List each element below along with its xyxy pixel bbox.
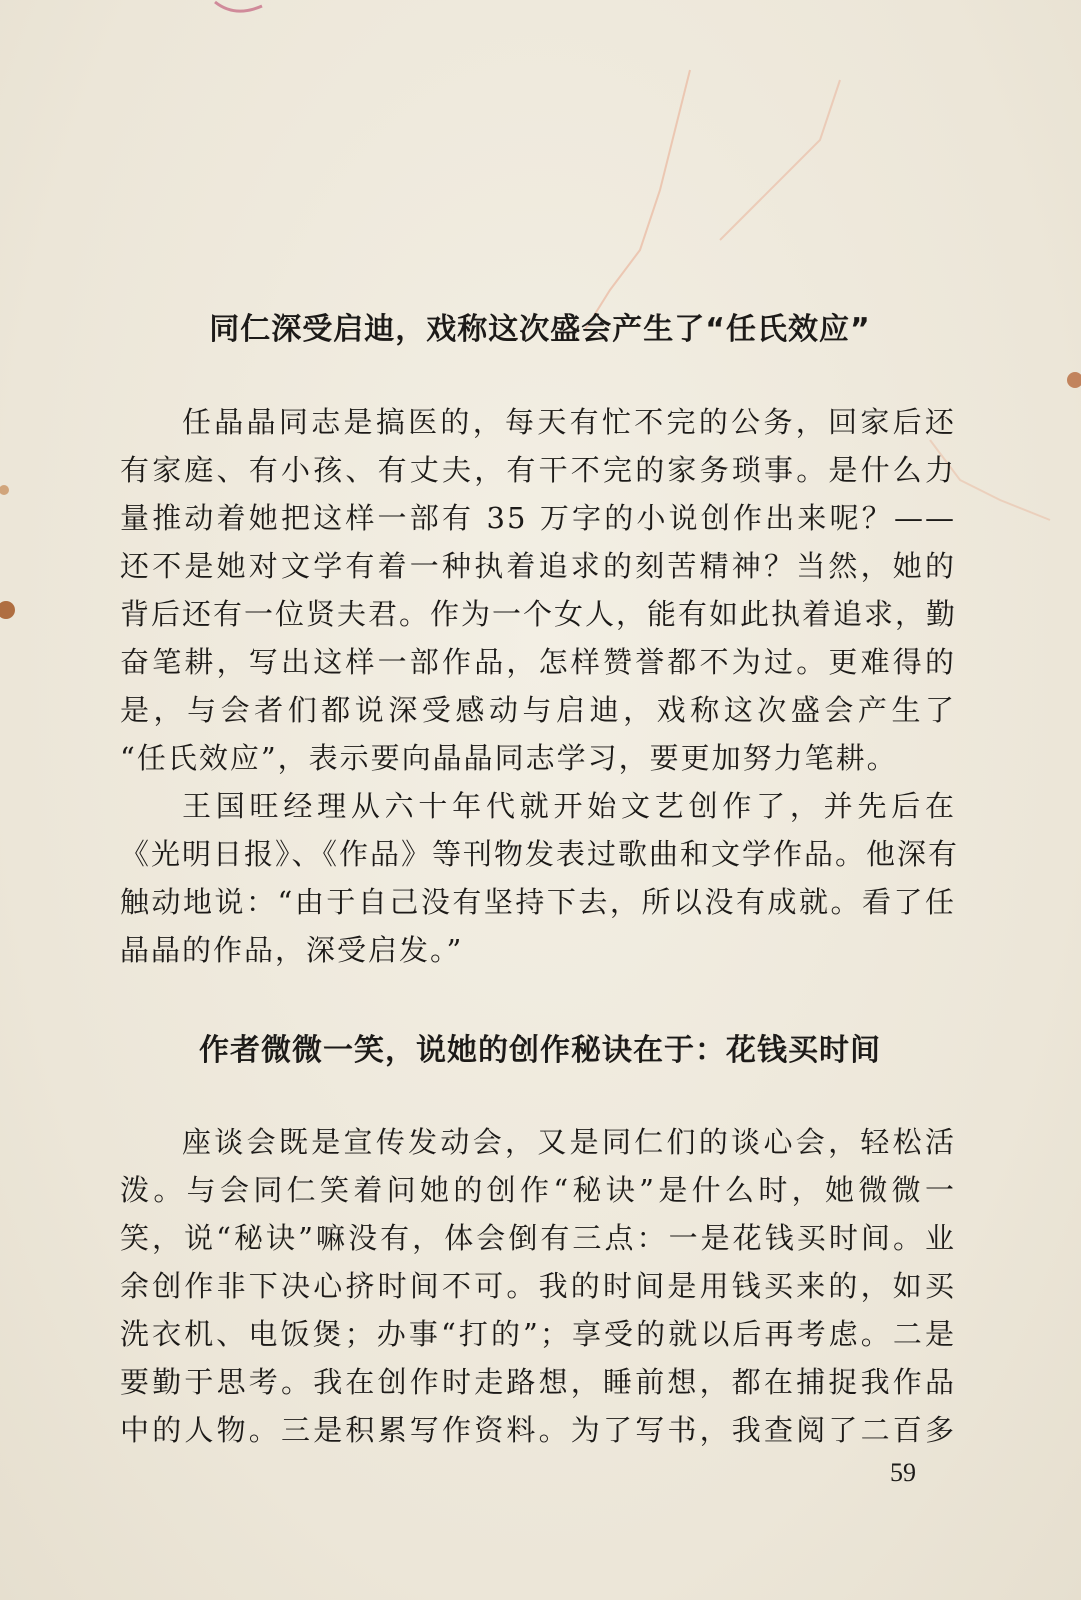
text-line: 触动地说：“由于自己没有坚持下去，所以没有成就。看了任 (120, 885, 956, 919)
text-line: 还不是她对文学有着一种执着追求的刻苦精神？当然，她的 (120, 549, 956, 583)
text-line: 晶晶的作品，深受启发。” (120, 933, 464, 967)
section-heading-1: 同仁深受启迪，戏称这次盛会产生了“任氏效应” (209, 312, 871, 347)
text-line: 《光明日报》、《作品》等刊物发表过歌曲和文学作品。他深有 (120, 837, 960, 871)
text-line: 王国旺经理从六十年代就开始文艺创作了，并先后在 (182, 789, 956, 823)
page-number: 59 (890, 1458, 916, 1487)
text-line: 泼。与会同仁笑着问她的创作“秘诀”是什么时，她微微一 (120, 1173, 956, 1207)
text-line: 座谈会既是宣传发动会，又是同仁们的谈心会，轻松活 (182, 1125, 956, 1159)
text-line: 量推动着她把这样一部有 35 万字的小说创作出来呢？—— (120, 501, 956, 535)
text-line: 任晶晶同志是搞医的，每天有忙不完的公务，回家后还 (182, 405, 956, 439)
text-line: “任氏效应”，表示要向晶晶同志学习，要更加努力笔耕。 (120, 741, 898, 775)
text-line: 有家庭、有小孩、有丈夫，有干不完的家务琐事。是什么力 (120, 453, 956, 487)
text-line: 是，与会者们都说深受感动与启迪，戏称这次盛会产生了 (120, 693, 956, 727)
text-line: 奋笔耕，写出这样一部作品，怎样赞誉都不为过。更难得的 (120, 645, 956, 679)
section-heading-2: 作者微微一笑，说她的创作秘诀在于：花钱买时间 (199, 1033, 881, 1068)
text-line: 中的人物。三是积累写作资料。为了写书，我查阅了二百多 (120, 1413, 956, 1447)
text-line: 笑，说“秘诀”嘛没有，体会倒有三点：一是花钱买时间。业 (120, 1221, 956, 1255)
text-line: 余创作非下决心挤时间不可。我的时间是用钱买来的，如买 (120, 1269, 956, 1303)
text-line: 背后还有一位贤夫君。作为一个女人，能有如此执着追求，勤 (120, 597, 958, 631)
text-line: 要勤于思考。我在创作时走路想，睡前想，都在捕捉我作品 (120, 1365, 956, 1399)
text-line: 洗衣机、电饭煲；办事“打的”；享受的就以后再考虑。二是 (120, 1317, 956, 1351)
